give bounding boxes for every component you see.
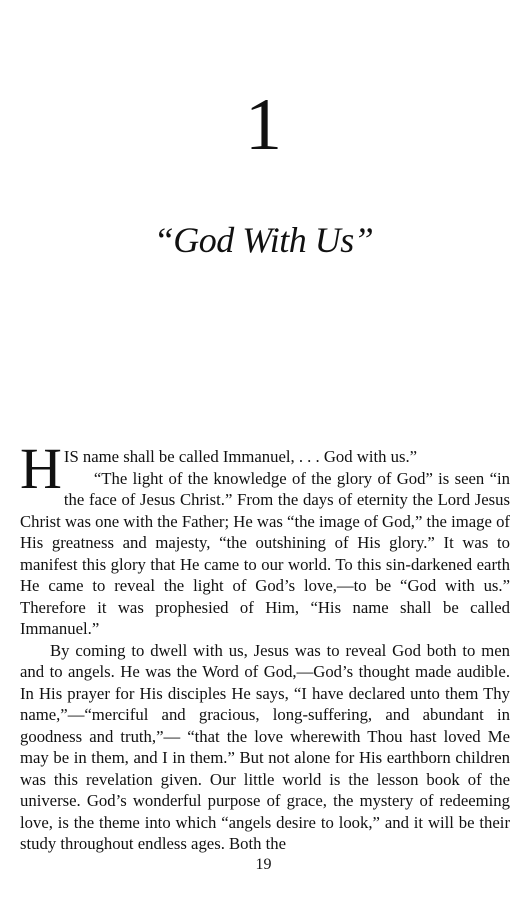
paragraph-opening-text: IS name shall be called Immanuel, . . . God with us.” (63, 447, 418, 466)
chapter-body (20, 436, 510, 855)
drop-cap: H (20, 436, 62, 501)
paragraph-light-of-glory: “The light of the knowledge of the glory of God” is seen “in the face of Jesus Christ.” From the days of eternity the Lord Jesus Christ was one with the Father; He was “the image of God,” the image of His greatness and majesty, “the outshining of His glory.” It was to manifest this glory that He came to our world. To this sin-darkened earth He came to reveal the light of God’s love,—to be “God with us.” Therefore it was prophesied of Him, “His name shall be called Immanuel.” (20, 468, 510, 638)
chapter-title: “God With Us” (153, 220, 374, 260)
chapter-number: 1 (245, 84, 282, 166)
paragraph-opening (20, 436, 510, 501)
paragraph-reveal-god: By coming to dwell with us, Jesus was to reveal God both to men and to angels. He was the Word of God,—God’s thought made audible. In His prayer for His disciples He says, “I have declared unto them Thy name,”—“merciful and gracious, long-suffering, and abundant in goodness and truth,”— “that the love wherewith Thou hast loved Me may be in them, and I in them.” But not alone for His earthborn children was this revelation given. Our little world is the lesson book of the universe. God’s wonderful purpose of grace, the mystery of redeeming love, is the theme into which “angels desire to look,” and it will be their study throughout endless ages. Both the (20, 640, 510, 853)
page-number: 19 (255, 856, 272, 873)
